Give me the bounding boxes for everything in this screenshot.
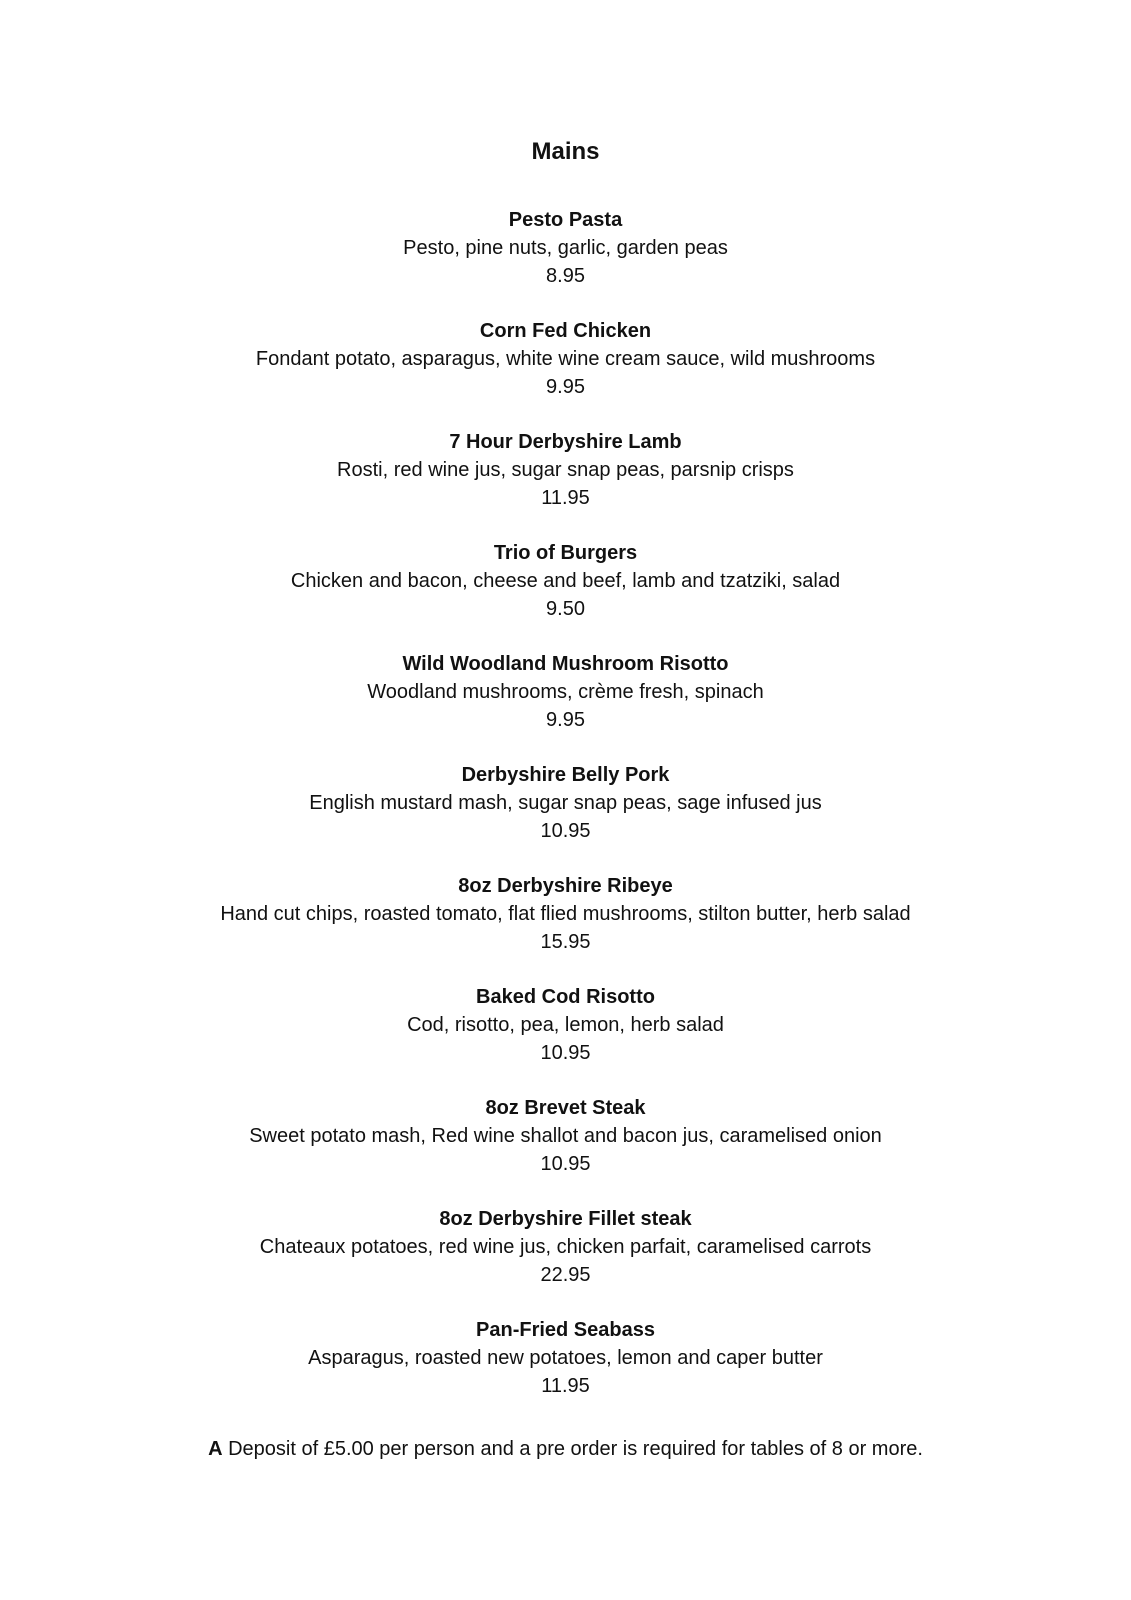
menu-item — [0, 428, 1131, 539]
dish-price: 8.95 — [546, 265, 585, 287]
dish-price: 10.95 — [540, 1153, 591, 1175]
dish-name: 8oz Brevet Steak — [485, 1097, 646, 1119]
dish-price: 10.95 — [540, 1042, 591, 1064]
dish-price: 11.95 — [541, 1375, 590, 1397]
menu-item — [0, 983, 1131, 1094]
menu-item — [0, 539, 1131, 650]
deposit-note — [0, 1435, 1131, 1463]
dish-description: Chateaux potatoes, red wine jus, chicken parfait, caramelised carrots — [259, 1236, 872, 1258]
dish-price: 22.95 — [540, 1264, 591, 1286]
dish-name: Trio of Burgers — [493, 542, 638, 564]
page-title: Mains — [531, 138, 600, 165]
dish-price: 9.95 — [546, 376, 585, 398]
dish-name: Pan-Fried Seabass — [476, 1319, 655, 1341]
menu-item — [0, 1316, 1131, 1427]
dish-description: Cod, risotto, pea, lemon, herb salad — [407, 1014, 724, 1036]
dish-description: Rosti, red wine jus, sugar snap peas, parsnip crisps — [337, 459, 794, 481]
dish-description: Woodland mushrooms, crème fresh, spinach — [367, 681, 764, 703]
menu-item — [0, 206, 1131, 317]
dish-name: 7 Hour Derbyshire Lamb — [449, 431, 682, 453]
dish-price: 9.50 — [546, 598, 585, 620]
menu-list — [0, 206, 1131, 1427]
dish-name: Baked Cod Risotto — [476, 986, 655, 1008]
dish-price: 9.95 — [546, 709, 585, 731]
dish-description: Fondant potato, asparagus, white wine cream sauce, wild mushrooms — [255, 348, 876, 370]
menu-item — [0, 1094, 1131, 1205]
deposit-note-lead: A — [208, 1438, 223, 1460]
dish-description: English mustard mash, sugar snap peas, sage infused jus — [309, 792, 822, 814]
dish-description: Asparagus, roasted new potatoes, lemon and caper butter — [308, 1347, 823, 1369]
dish-price: 10.95 — [540, 820, 591, 842]
dish-description: Chicken and bacon, cheese and beef, lamb and tzatziki, salad — [290, 570, 841, 592]
menu-item — [0, 872, 1131, 983]
dish-description: Hand cut chips, roasted tomato, flat flied mushrooms, stilton butter, herb salad — [220, 903, 911, 925]
menu-item — [0, 1205, 1131, 1316]
dish-name: Corn Fed Chicken — [479, 320, 652, 342]
dish-name: Derbyshire Belly Pork — [461, 764, 670, 786]
dish-price: 15.95 — [540, 931, 591, 953]
dish-description: Pesto, pine nuts, garlic, garden peas — [403, 237, 728, 259]
menu-item — [0, 761, 1131, 872]
dish-name: Pesto Pasta — [508, 209, 623, 231]
menu-item — [0, 650, 1131, 761]
dish-description: Sweet potato mash, Red wine shallot and bacon jus, caramelised onion — [249, 1125, 882, 1147]
dish-name: 8oz Derbyshire Fillet steak — [439, 1208, 692, 1230]
dish-price: 11.95 — [541, 487, 590, 509]
deposit-note-text: Deposit of £5.00 per person and a pre order is required for tables of 8 or more. — [222, 1438, 923, 1460]
dish-name: 8oz Derbyshire Ribeye — [458, 875, 673, 897]
menu-item — [0, 317, 1131, 428]
dish-name: Wild Woodland Mushroom Risotto — [402, 653, 729, 675]
